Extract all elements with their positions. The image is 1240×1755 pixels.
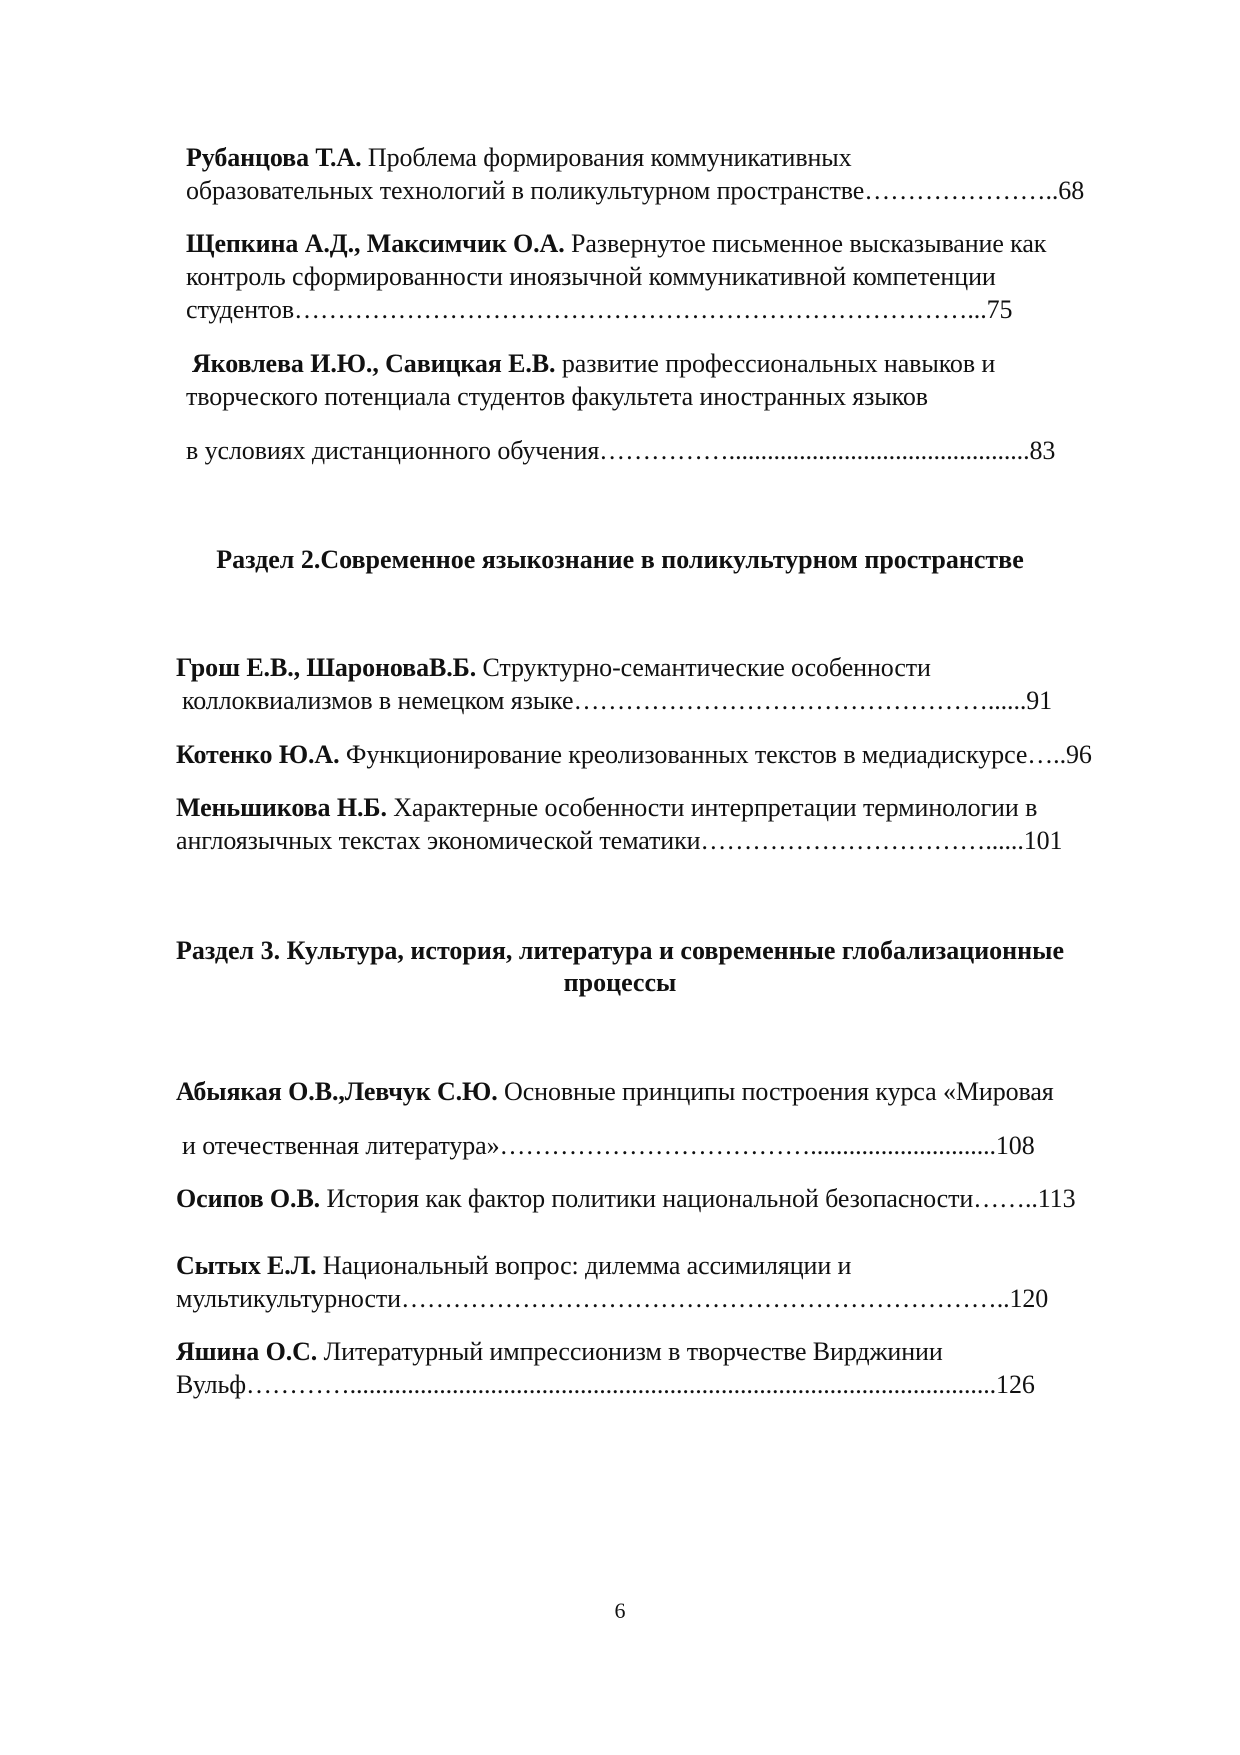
toc-page-number: 113 [1037, 1184, 1076, 1213]
toc-entry-line [176, 825, 1062, 857]
section-heading-continued: процессы [563, 968, 677, 997]
toc-entry-line [186, 294, 1012, 326]
toc-title: Основные принципы построения курса «Мировая [497, 1077, 1054, 1106]
toc-authors: Щепкина А.Д., Максимчик О.А. [186, 229, 565, 258]
toc-title: мультикультурности…………………………………………………………….. [176, 1284, 1010, 1313]
toc-title: Вульф…………..................................................................................................... [176, 1370, 997, 1399]
toc-page-number: 91 [1026, 686, 1053, 715]
toc-title: студентов…………………………………………………………………….. [186, 295, 981, 324]
toc-entry-line [176, 1283, 1048, 1315]
toc-entry-line [186, 175, 1084, 207]
toc-entry-line [182, 1130, 1035, 1162]
toc-entry-line [186, 381, 928, 413]
toc-title: творческого потенциала студентов факультета иностранных языков [186, 382, 928, 411]
toc-entry-line [192, 348, 995, 380]
section-heading: Раздел 3. Культура, история, литература и современные глобализационные [176, 936, 1064, 965]
toc-page-number: 101 [1023, 826, 1063, 855]
toc-entry-line [176, 1369, 1035, 1401]
toc-authors: Абыякая О.В.,Левчук С.Ю. [176, 1077, 498, 1106]
toc-page-number: 120 [1009, 1284, 1049, 1313]
toc-page-number: .83 [1023, 436, 1056, 465]
toc-authors: Котенко Ю.А. [176, 740, 340, 769]
toc-authors: Осипов О.В. [176, 1184, 321, 1213]
toc-title: развитие профессиональных навыков и [555, 349, 996, 378]
toc-page-number: 126 [996, 1370, 1035, 1399]
toc-page-number: 96 [1065, 740, 1092, 769]
toc-authors: Сытых Е.Л. [176, 1251, 317, 1280]
page-number: 6 [614, 1598, 626, 1623]
toc-entry-line [186, 142, 852, 174]
toc-entry-line [186, 435, 1055, 467]
toc-title: контроль сформированности иноязычной коммуникативной компетенции [186, 262, 996, 291]
toc-title: Проблема формирования коммуникативных [361, 143, 852, 172]
toc-page-number: .68 [1051, 176, 1085, 205]
toc-title: История как фактор политики национальной безопасности…….. [320, 1184, 1038, 1213]
toc-entry-line [186, 261, 996, 293]
toc-page-number: .75 [980, 295, 1013, 324]
toc-entry-line [186, 228, 1046, 260]
toc-title: Национальный вопрос: дилемма ассимиляции и [316, 1251, 852, 1280]
toc-entry-line [176, 1250, 851, 1282]
toc-title: и отечественная литература»………………………………............................. [182, 1131, 996, 1160]
toc-title: Развернутое письменное высказывание как [564, 229, 1047, 258]
toc-title: коллоквиализмов в немецком языке…………………………………………...... [182, 686, 1027, 715]
toc-entry-line [176, 1183, 1076, 1215]
toc-title: англоязычных текстах экономической тематики……………………………...... [176, 826, 1024, 855]
toc-entry-line [182, 685, 1052, 717]
toc-entry-line [176, 739, 1092, 771]
toc-page-number: 108 [995, 1131, 1035, 1160]
toc-authors: Яковлева И.Ю., Савицкая Е.В. [192, 349, 556, 378]
section-heading: Раздел 2.Современное языкознание в поликультурном пространстве [216, 545, 1024, 574]
toc-authors: Меньшикова Н.Б. [176, 793, 387, 822]
toc-authors: Рубанцова Т.А. [186, 143, 362, 172]
toc-title: в условиях дистанционного обучения…………….............................................. [186, 436, 1024, 465]
toc-title: Литературный импрессионизм в творчестве Вирджинии [317, 1337, 943, 1366]
toc-authors: Грош Е.В., ШароноваВ.Б. [176, 653, 477, 682]
toc-authors: Яшина О.С. [176, 1337, 318, 1366]
toc-entry-line [176, 792, 1037, 824]
toc-title: образовательных технологий в поликультурном пространстве…………………. [186, 176, 1052, 205]
toc-entry-line [176, 1336, 943, 1368]
toc-title: Функционирование креолизованных текстов в медиадискурсе….. [339, 740, 1066, 769]
toc-entry-line [176, 1076, 1054, 1108]
toc-entry-line [176, 652, 931, 684]
toc-title: Характерные особенности интерпретации терминологии в [386, 793, 1038, 822]
toc-title: Структурно-семантические особенности [476, 653, 931, 682]
